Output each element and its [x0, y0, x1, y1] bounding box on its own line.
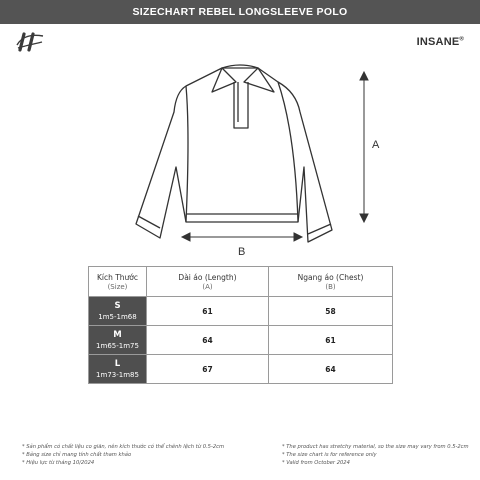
length-arrow-bottom: [360, 214, 368, 222]
note-line: * The product has stretchy material, so the size may vary from 0.5-2cm: [282, 444, 469, 450]
table-header-row: [89, 267, 393, 297]
note-line: * Sản phẩm có chất liệu co giãn, nên kích thước có thể chênh lệch từ 0.5-2cm: [22, 444, 225, 450]
notes-english: [282, 444, 472, 467]
chest-cell: 61: [269, 326, 393, 355]
header-chest-sub: (B): [325, 282, 336, 291]
size-code: M: [113, 330, 122, 340]
note-line: * Bảng size chỉ mang tính chất tham khảo: [22, 451, 132, 458]
chest-arrow-right: [294, 233, 302, 241]
size-height: 1m5-1m68: [98, 313, 137, 321]
header-length: [147, 267, 269, 297]
header-length-sub: (A): [202, 282, 213, 291]
insane-monogram-logo: [14, 32, 46, 52]
note-line: * The size chart is for reference only: [282, 451, 377, 458]
size-table: [88, 266, 393, 384]
chest-cell: 58: [269, 297, 393, 326]
length-cell: 64: [147, 326, 269, 355]
chest-arrow-left: [182, 233, 190, 241]
length-cell: 61: [147, 297, 269, 326]
note-line: * Hiệu lực từ tháng 10/2024: [22, 459, 95, 466]
size-code: S: [114, 301, 121, 311]
left-armhole-seam: [186, 86, 188, 222]
registered-mark: ®: [459, 36, 464, 43]
brand-name: INSANE: [416, 36, 460, 48]
size-height: 1m73-1m85: [96, 371, 139, 379]
header-length-label: Dài áo (Length): [178, 272, 237, 282]
size-code: L: [114, 359, 121, 369]
polo-shirt-diagram: [0, 52, 480, 262]
header-size-sub: (Size): [107, 282, 128, 291]
table-row: [89, 355, 393, 384]
table-row: [89, 297, 393, 326]
length-label: A: [372, 139, 380, 151]
page-title: SIZECHART REBEL LONGSLEEVE POLO: [0, 0, 480, 24]
table-row: [89, 326, 393, 355]
brand-wordmark: [417, 36, 464, 48]
monogram-logo-icon: [14, 32, 46, 52]
header-chest-label: Ngang áo (Chest): [297, 272, 364, 282]
size-height: 1m65-1m75: [96, 342, 139, 350]
chest-label: B: [238, 246, 246, 258]
header-size-label: Kích Thước: [96, 272, 139, 282]
header-size: [89, 267, 147, 297]
length-arrow-top: [360, 72, 368, 80]
notes-vietnamese: [22, 444, 252, 467]
chest-cell: 64: [269, 355, 393, 384]
size-cell: [89, 326, 147, 355]
placket: [234, 82, 248, 128]
left-cuff: [138, 216, 160, 228]
header-chest: [269, 267, 393, 297]
right-armhole-seam: [278, 82, 298, 222]
note-line: * Valid from October 2024: [282, 459, 350, 466]
length-cell: 67: [147, 355, 269, 384]
size-cell: [89, 297, 147, 326]
size-cell: [89, 355, 147, 384]
